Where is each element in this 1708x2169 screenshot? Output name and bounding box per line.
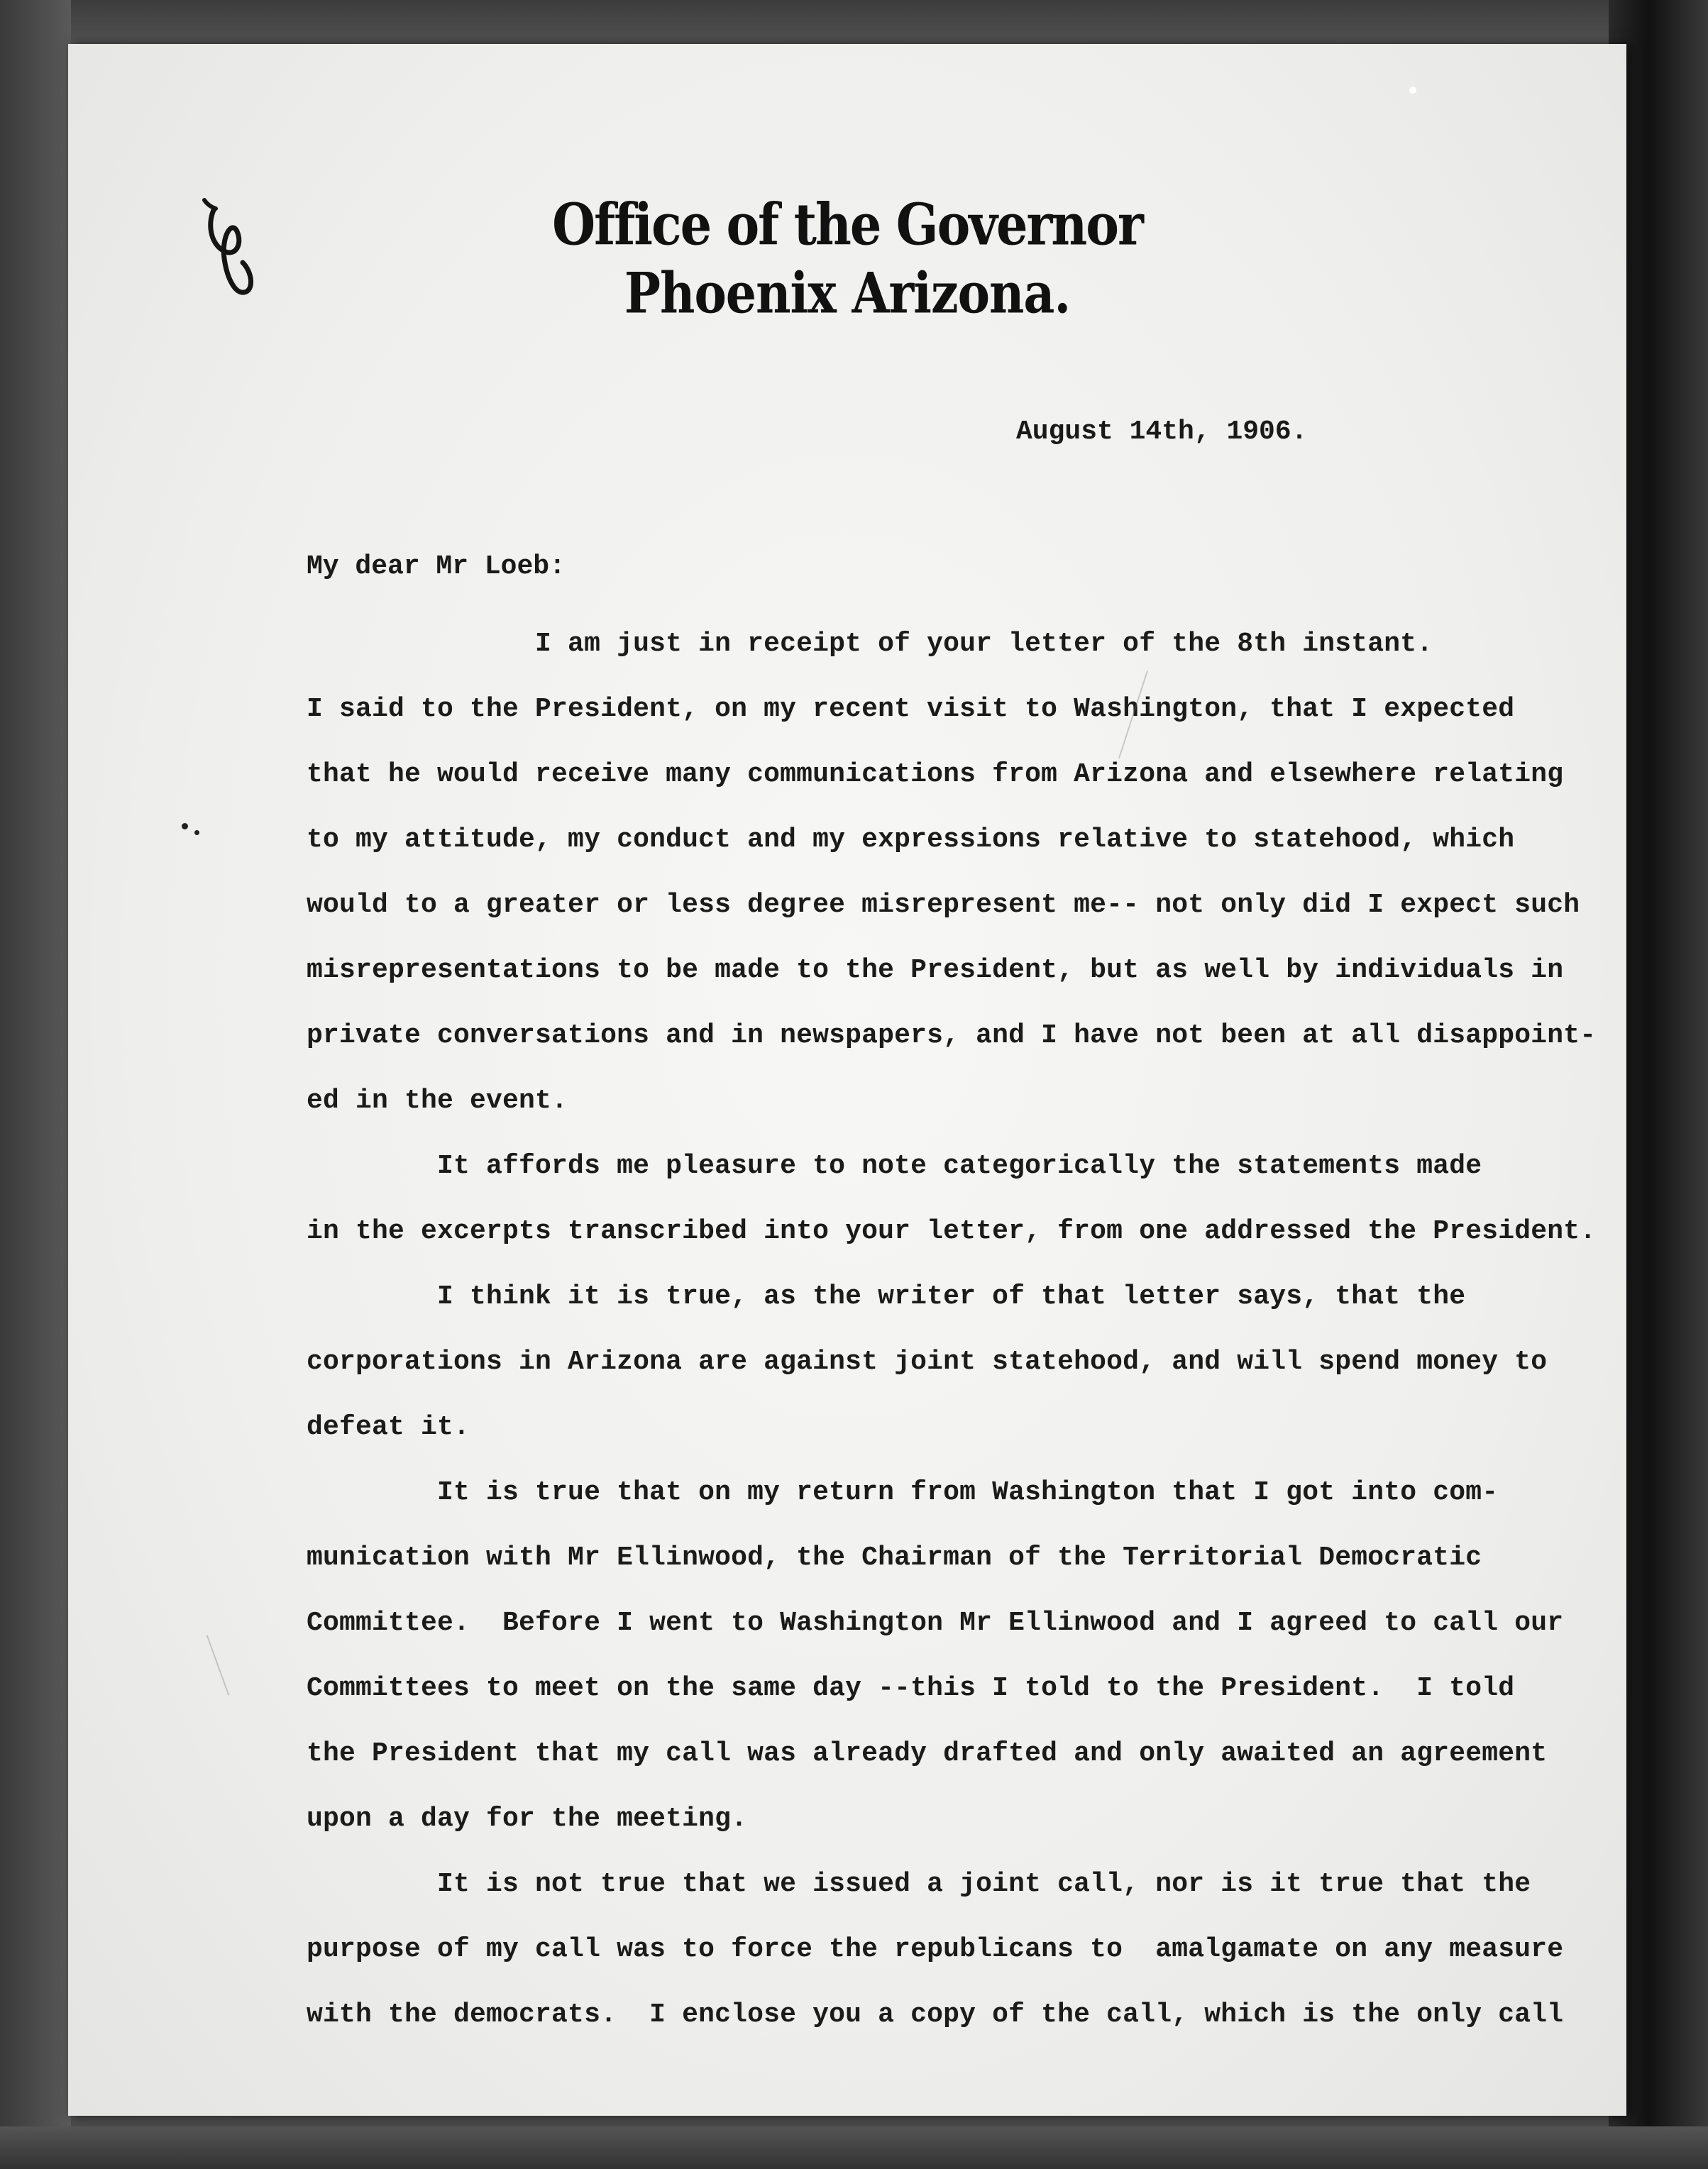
body-line: corporations in Arizona are against joint statehood, and will spend money to bbox=[307, 1347, 1548, 1377]
body-line: It affords me pleasure to note categorically the statements made bbox=[307, 1151, 1482, 1181]
body-line: to my attitude, my conduct and my expressions relative to statehood, which bbox=[307, 824, 1515, 855]
body-line: the President that my call was already drafted and only awaited an agreement bbox=[307, 1738, 1548, 1769]
dust-speck bbox=[1409, 87, 1416, 94]
salutation: My dear Mr Loeb: bbox=[307, 551, 566, 582]
film-border-left bbox=[0, 0, 71, 2169]
body-line: I think it is true, as the writer of that letter says, that the bbox=[307, 1281, 1466, 1312]
film-border-bottom bbox=[0, 2126, 1708, 2169]
body-line: Committee. Before I went to Washington Mr Ellinwood and I agreed to call our bbox=[307, 1608, 1564, 1638]
dust-speck bbox=[194, 830, 199, 835]
letter-body bbox=[307, 612, 1626, 2048]
letterhead-city: Phoenix Arizona. bbox=[624, 261, 1071, 326]
body-line: It is not true that we issued a joint call, nor is it true that the bbox=[307, 1869, 1531, 1899]
dust-speck bbox=[182, 823, 188, 829]
body-line: I am just in receipt of your letter of the 8th instant. bbox=[307, 629, 1433, 659]
body-line: in the excerpts transcribed into your letter, from one addressed the President. bbox=[307, 1216, 1597, 1247]
body-line: I said to the President, on my recent visit to Washington, that I expected bbox=[307, 694, 1515, 724]
letterhead bbox=[68, 190, 1626, 326]
body-line: with the democrats. I enclose you a copy of the call, which is the only call bbox=[307, 1999, 1564, 2030]
body-line: private conversations and in newspapers, and I have not been at all disappoint- bbox=[307, 1020, 1597, 1051]
film-scratch bbox=[206, 1635, 230, 1695]
body-line: defeat it. bbox=[307, 1412, 470, 1442]
body-line: misrepresentations to be made to the President, but as well by individuals in bbox=[307, 955, 1564, 986]
body-line: purpose of my call was to force the republicans to amalgamate on any measure bbox=[307, 1934, 1564, 1965]
letter-date: August 14th, 1906. bbox=[1016, 416, 1308, 447]
body-line: upon a day for the meeting. bbox=[307, 1804, 748, 1834]
body-line: would to a greater or less degree misrepresent me-- not only did I expect such bbox=[307, 890, 1580, 920]
body-line: It is true that on my return from Washington that I got into com- bbox=[307, 1477, 1499, 1508]
body-line: ed in the event. bbox=[307, 1086, 568, 1116]
letterhead-office: Office of the Governor bbox=[552, 190, 1142, 259]
body-line: Committees to meet on the same day --this I told to the President. I told bbox=[307, 1673, 1515, 1704]
body-line: that he would receive many communications from Arizona and elsewhere relating bbox=[307, 759, 1564, 790]
body-line: munication with Mr Ellinwood, the Chairman of the Territorial Democratic bbox=[307, 1542, 1482, 1573]
film-border-top bbox=[0, 0, 1708, 50]
letter-page bbox=[68, 44, 1626, 2116]
